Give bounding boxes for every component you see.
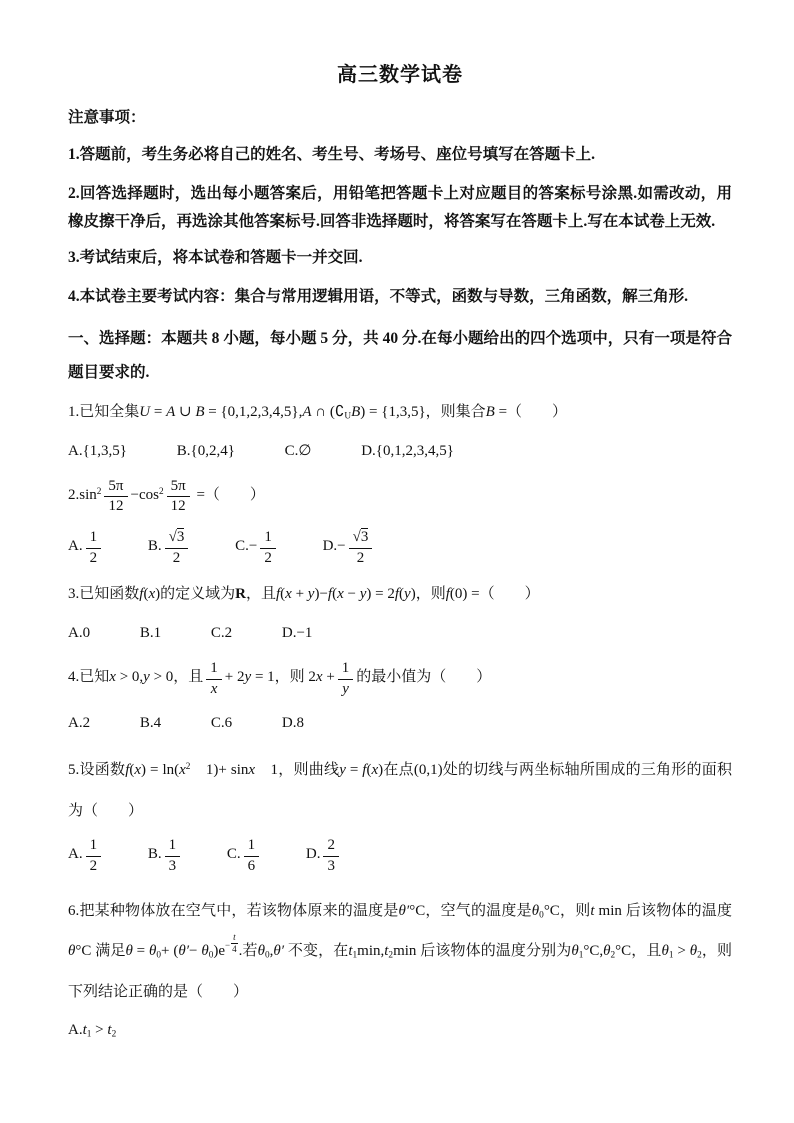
q4-option-a: A.2	[68, 715, 91, 732]
q1-option-b: B.{0,2,4}	[176, 442, 235, 459]
notice-item-2: 2.回答选择题时，选出每小题答案后，用铅笔把答题卡上对应题目的答案标号涂黑.如需改动，用橡皮擦干净后，再选涂其他答案标号.回答非选择题时，将答案写在答题卡上.写在本试卷上无效.	[68, 185, 732, 231]
q4-option-c: C.6	[210, 715, 233, 732]
q5-option-b: B. $\frac{1}{3}$	[148, 837, 183, 875]
q4-option-d: D.8	[281, 715, 304, 732]
question-6	[68, 891, 732, 1043]
q4-option-b: B.4	[139, 715, 162, 732]
q1-option-a: A.{1,3,5}	[68, 442, 127, 459]
q2-option-d: D.− $\frac{√3}{2}$	[323, 529, 376, 567]
question-3-stem: 3.已知函数f(x)的定义域为R，且f(x + y)−f(x − y) = 2f(y)，则f(0) =（ ）	[68, 586, 540, 603]
q2-option-c: C.− $\frac{1}{2}$	[235, 529, 279, 567]
q3-option-a: A.0	[68, 624, 91, 641]
notice-heading: 注意事项：	[68, 109, 146, 126]
q6-option-a: $A.t_1 > t_2$	[68, 1022, 117, 1040]
section-1-heading: 一、选择题：本题共 8 小题，每小题 5 分，共 40 分.在每小题给出的四个选项中，只有一项是符合题目要求的.	[68, 330, 732, 382]
q1-option-c: C.∅	[284, 442, 312, 459]
question-1-stem: 1.已知全集U = A ∪ B = {0,1,2,3,4,5},A ∩ $(∁_UB) = \{1,3,5\}$，则集合B =（ ）	[68, 404, 568, 422]
notice-item-4: 4.本试卷主要考试内容：集合与常用逻辑用语，不等式，函数与导数，三角函数，解三角形.	[68, 287, 689, 305]
question-2-options	[68, 529, 732, 567]
q5-option-c: C. $\frac{1}{6}$	[227, 837, 262, 875]
q5-option-d: D. $\frac{2}{3}$	[306, 837, 342, 875]
question-4-options	[68, 711, 732, 735]
question-3	[68, 582, 732, 645]
question-5-options	[68, 837, 732, 875]
question-6-stem: 6.把某种物体放在空气中，若该物体原来的温度是θ′°C，空气的温度是$\theta_0^\circ C$，则t min 后该物体的温度θ°C 满足$\theta = \theta_0+ (\theta'- \theta_0)e^{- \frac{t}{4}}$ .若$\theta_0,\theta'$ 不变，在$t_1\min,t_2\min$ 后该物体的温度分别为$\theta_1^\circ C,\theta_2^\circ C$，且$\theta_1 > \theta_2$，则下列结论正确的是（ ）	[68, 902, 732, 1000]
q2-option-a: A. $\frac{1}{2}$	[68, 529, 104, 567]
page-title: 高三数学试卷	[337, 64, 463, 86]
question-2-stem: $2.\sin^2$ $\frac{5\pi}{12}$ $-\cos^2$ $\frac{5\pi}{12}$ =（ ）	[68, 477, 265, 515]
notice-item-1: 1.答题前，考生务必将自己的姓名、考生号、考场号、座位号填写在答题卡上.	[68, 146, 596, 163]
q1-option-d: D.{0,1,2,3,4,5}	[361, 442, 454, 459]
notice-item-3: 3.考试结束后，将本试卷和答题卡一并交回.	[68, 248, 363, 266]
question-4	[68, 660, 732, 735]
q2-option-b: B. $\frac{√3}{2}$	[148, 529, 192, 567]
q3-option-b: B.1	[139, 624, 162, 641]
question-4-stem: 4.已知x > 0,y > 0，且 $\frac{1}{x}$ + 2y = 1，则 2x + $\frac{1}{y}$ 的最小值为（ ）	[68, 659, 492, 697]
q3-option-d: D.−1	[281, 624, 313, 641]
q5-option-a: A. $\frac{1}{2}$	[68, 837, 104, 875]
question-5	[68, 750, 732, 875]
question-1-options	[68, 439, 732, 463]
question-2	[68, 478, 732, 568]
q3-option-c: C.2	[210, 624, 233, 641]
question-3-options	[68, 621, 732, 645]
question-5-stem: 5.设函数$f(x) = \ln(x^2$ 1)+ sinx 1，则曲线y = f(x)在点(0,1)处的切线与两坐标轴所围成的三角形的面积为（ ）	[68, 762, 732, 819]
question-1	[68, 400, 732, 463]
question-6-options	[68, 1018, 732, 1042]
